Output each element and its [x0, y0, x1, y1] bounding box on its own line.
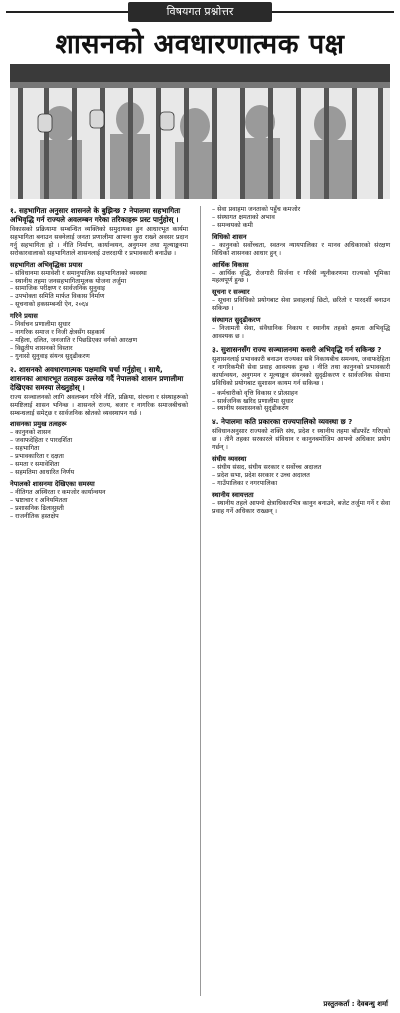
question-2: २. शासनको अवधारणात्मक पक्षमाथि चर्चा गर्नुहोस् । साथै, शासनका आधारभूत तत्वहरू उल्लेख गर्दै नेपालको शासन प्रणालीमा देखिएका समस्या लेख्नुहोस् ।	[10, 364, 184, 392]
bullet-list: – कानुनको शासन – जवाफदेहिता र पारदर्शिता – सहभागिता – प्रभावकारिता र दक्षता – समता र समावेशिता – सहमतिमा आधारित निर्णय	[10, 429, 75, 476]
subheading: सूचना र सञ्चार	[212, 288, 250, 297]
section-header	[0, 0, 400, 24]
subheading: आर्थिक विकास	[212, 260, 249, 269]
question-3: ३. सुशासनसँग राज्य सञ्चालनमा कसरी अभिवृद्धि गर्न सकिन्छ ?	[212, 344, 382, 354]
subheading: सहभागिता अभिवृद्धिका प्रयास	[10, 260, 83, 269]
subheading: संस्थागत सुदृढीकरण	[212, 316, 261, 325]
question-1: १. सहभागिता अनुसार शासनले के बुझिन्छ ? नेपालमा सहभागिता अभिवृद्धि गर्न राज्यले अवलम्बन गरेका तरिकाहरू प्रस्ट पार्नुहोस् ।	[10, 206, 181, 224]
bullet-list: – नीतिगत अस्थिरता र कमजोर कार्यान्वयन – भ्रष्टाचार र अनियमितता – प्रशासनिक ढिलासुस्ती – राजनीतिक हस्तक्षेप	[10, 488, 106, 520]
subheading: शासनका प्रमुख तत्वहरू	[10, 420, 67, 429]
bullet-list: – सेवा प्रवाहमा जनताको पहुँच कमजोर – संस्थागत क्षमताको अभाव – समन्वयको कमी	[212, 206, 301, 229]
bullet-list: – स्थानीय तहले आफ्नो क्षेत्राधिकारभित्र कानुन बनाउने, बजेट तर्जुमा गर्ने र सेवा प्रवाह गर्ने अधिकार राख्छन् ।	[212, 499, 390, 515]
answer-text: संविधानअनुसार राज्यको शक्ति संघ, प्रदेश र स्थानीय तहमा बाँडफाँट गरिएको छ । तीनै तहका सरकारले संविधान र कानुनबमोजिम आफ्नो अधिकार प्रयोग गर्छन् ।	[212, 428, 390, 452]
prison-bars-illustration	[10, 64, 390, 199]
left-column	[10, 206, 188, 522]
answer-text: राज्य सञ्चालनको लागि अवलम्बन गरिने नीति, प्रक्रिया, संरचना र संस्थाहरूको समष्टिलाई शासन भनिन्छ । शासनले राज्य, बजार र नागरिक समाजबीचको सम्बन्धलाई समेट्छ र सार्वजनिक स्रोतको व्यवस्थापन गर्छ ।	[10, 393, 188, 417]
section-tag: विषयगत प्रश्नोत्तर	[128, 2, 272, 22]
subheading: संघीय व्यवस्था	[212, 455, 247, 464]
bullet-list: – संविधानमा समावेशी र समानुपातिक सहभागिताको व्यवस्था – स्थानीय तहमा जनसहभागितामूलक योजना तर्जुमा – सामाजिक परीक्षण र सार्वजनिक सुनुवाइ – उपभोक्ता समिति मार्फत विकास निर्माण – सूचनाको हकसम्बन्धी ऐन, २०६४	[10, 269, 147, 309]
answer-text: विकासको प्रक्रियामा सम्बन्धित व्यक्तिको समुदायका हुन आधारभूत कार्यमा सहभागिता बनाउन सक्नेलाई जनता प्रणालीमा आफ्ना कुरा राख्ने अवसर प्रदान गर्नु सहभागिता हो । नीति निर्माण, कार्यान्वयन, अनुगमन तथा मूल्याङ्कनमा सरोकारवालाको सहभागिताले शासनलाई उत्तरदायी र प्रभावकारी बनाउँछ ।	[10, 226, 188, 257]
article-title: शासनको अवधारणात्मक पक्ष	[55, 29, 345, 60]
author-byline: प्रस्तुतकर्ता : देवबन्धु शर्मा	[323, 1000, 388, 1008]
bullet-list: – आर्थिक वृद्धि, रोजगारी सिर्जना र गरिबी न्यूनीकरणमा राज्यको भूमिका महत्वपूर्ण हुन्छ ।	[212, 269, 390, 285]
subheading: नेपालको शासनमा देखिएका समस्या	[10, 479, 95, 488]
right-column	[212, 206, 390, 518]
column-divider	[200, 206, 201, 996]
bullet-list: – सूचना प्रविधिको प्रयोगबाट सेवा प्रवाहलाई छिटो, छरितो र पारदर्शी बनाउन सकिन्छ ।	[212, 297, 390, 313]
subheading: स्थानीय स्वायत्तता	[212, 490, 254, 499]
bullet-list: – संघीय संसद, संघीय सरकार र सर्वोच्च अदालत – प्रदेश सभा, प्रदेश सरकार र उच्च अदालत – गाउँपालिका र नगरपालिका	[212, 464, 322, 487]
subheading: गरिने प्रयास	[10, 312, 38, 321]
bullet-list: – कर्मचारीको वृत्ति विकास र प्रोत्साहन – सार्वजनिक खरिद प्रणालीमा सुधार – स्थानीय स्वशासनको सुदृढीकरण	[212, 389, 298, 413]
answer-text: सुशासनलाई प्रभावकारी बनाउन राज्यका सबै निकायबीच समन्वय, जवाफदेहिता र नागरिकमैत्री सेवा प्रवाह आवश्यक हुन्छ । नीति तथा कानुनको प्रभावकारी कार्यान्वयन, अनुगमन र मूल्याङ्कन संयन्त्रको सुदृढीकरण र सार्वजनिक सेवामा प्रविधिको प्रयोगबाट सुशासन कायम गर्न सकिन्छ ।	[212, 355, 390, 387]
subheading: विधिको शासन	[212, 232, 247, 241]
bullet-list: – कानुनको सर्वोच्चता, स्वतन्त्र न्यायपालिका र मानव अधिकारको संरक्षण विधिको शासनका आधार हुन् ।	[212, 241, 390, 257]
bullet-list: – निर्वाचन प्रणालीमा सुधार – नागरिक समाज र निजी क्षेत्रसँग सहकार्य – महिला, दलित, जनजाति र पिछडिएका वर्गको आरक्षण – विद्युतीय शासनको विस्तार – गुनासो सुनुवाइ संयन्त्र सुदृढीकरण	[10, 321, 138, 360]
question-4: ४. नेपालमा कति प्रकारका राज्यपालिको व्यवस्था छ ?	[212, 417, 353, 427]
bullet-list: – निजामती सेवा, संवैधानिक निकाय र स्थानीय तहको क्षमता अभिवृद्धि आवश्यक छ ।	[212, 325, 390, 341]
